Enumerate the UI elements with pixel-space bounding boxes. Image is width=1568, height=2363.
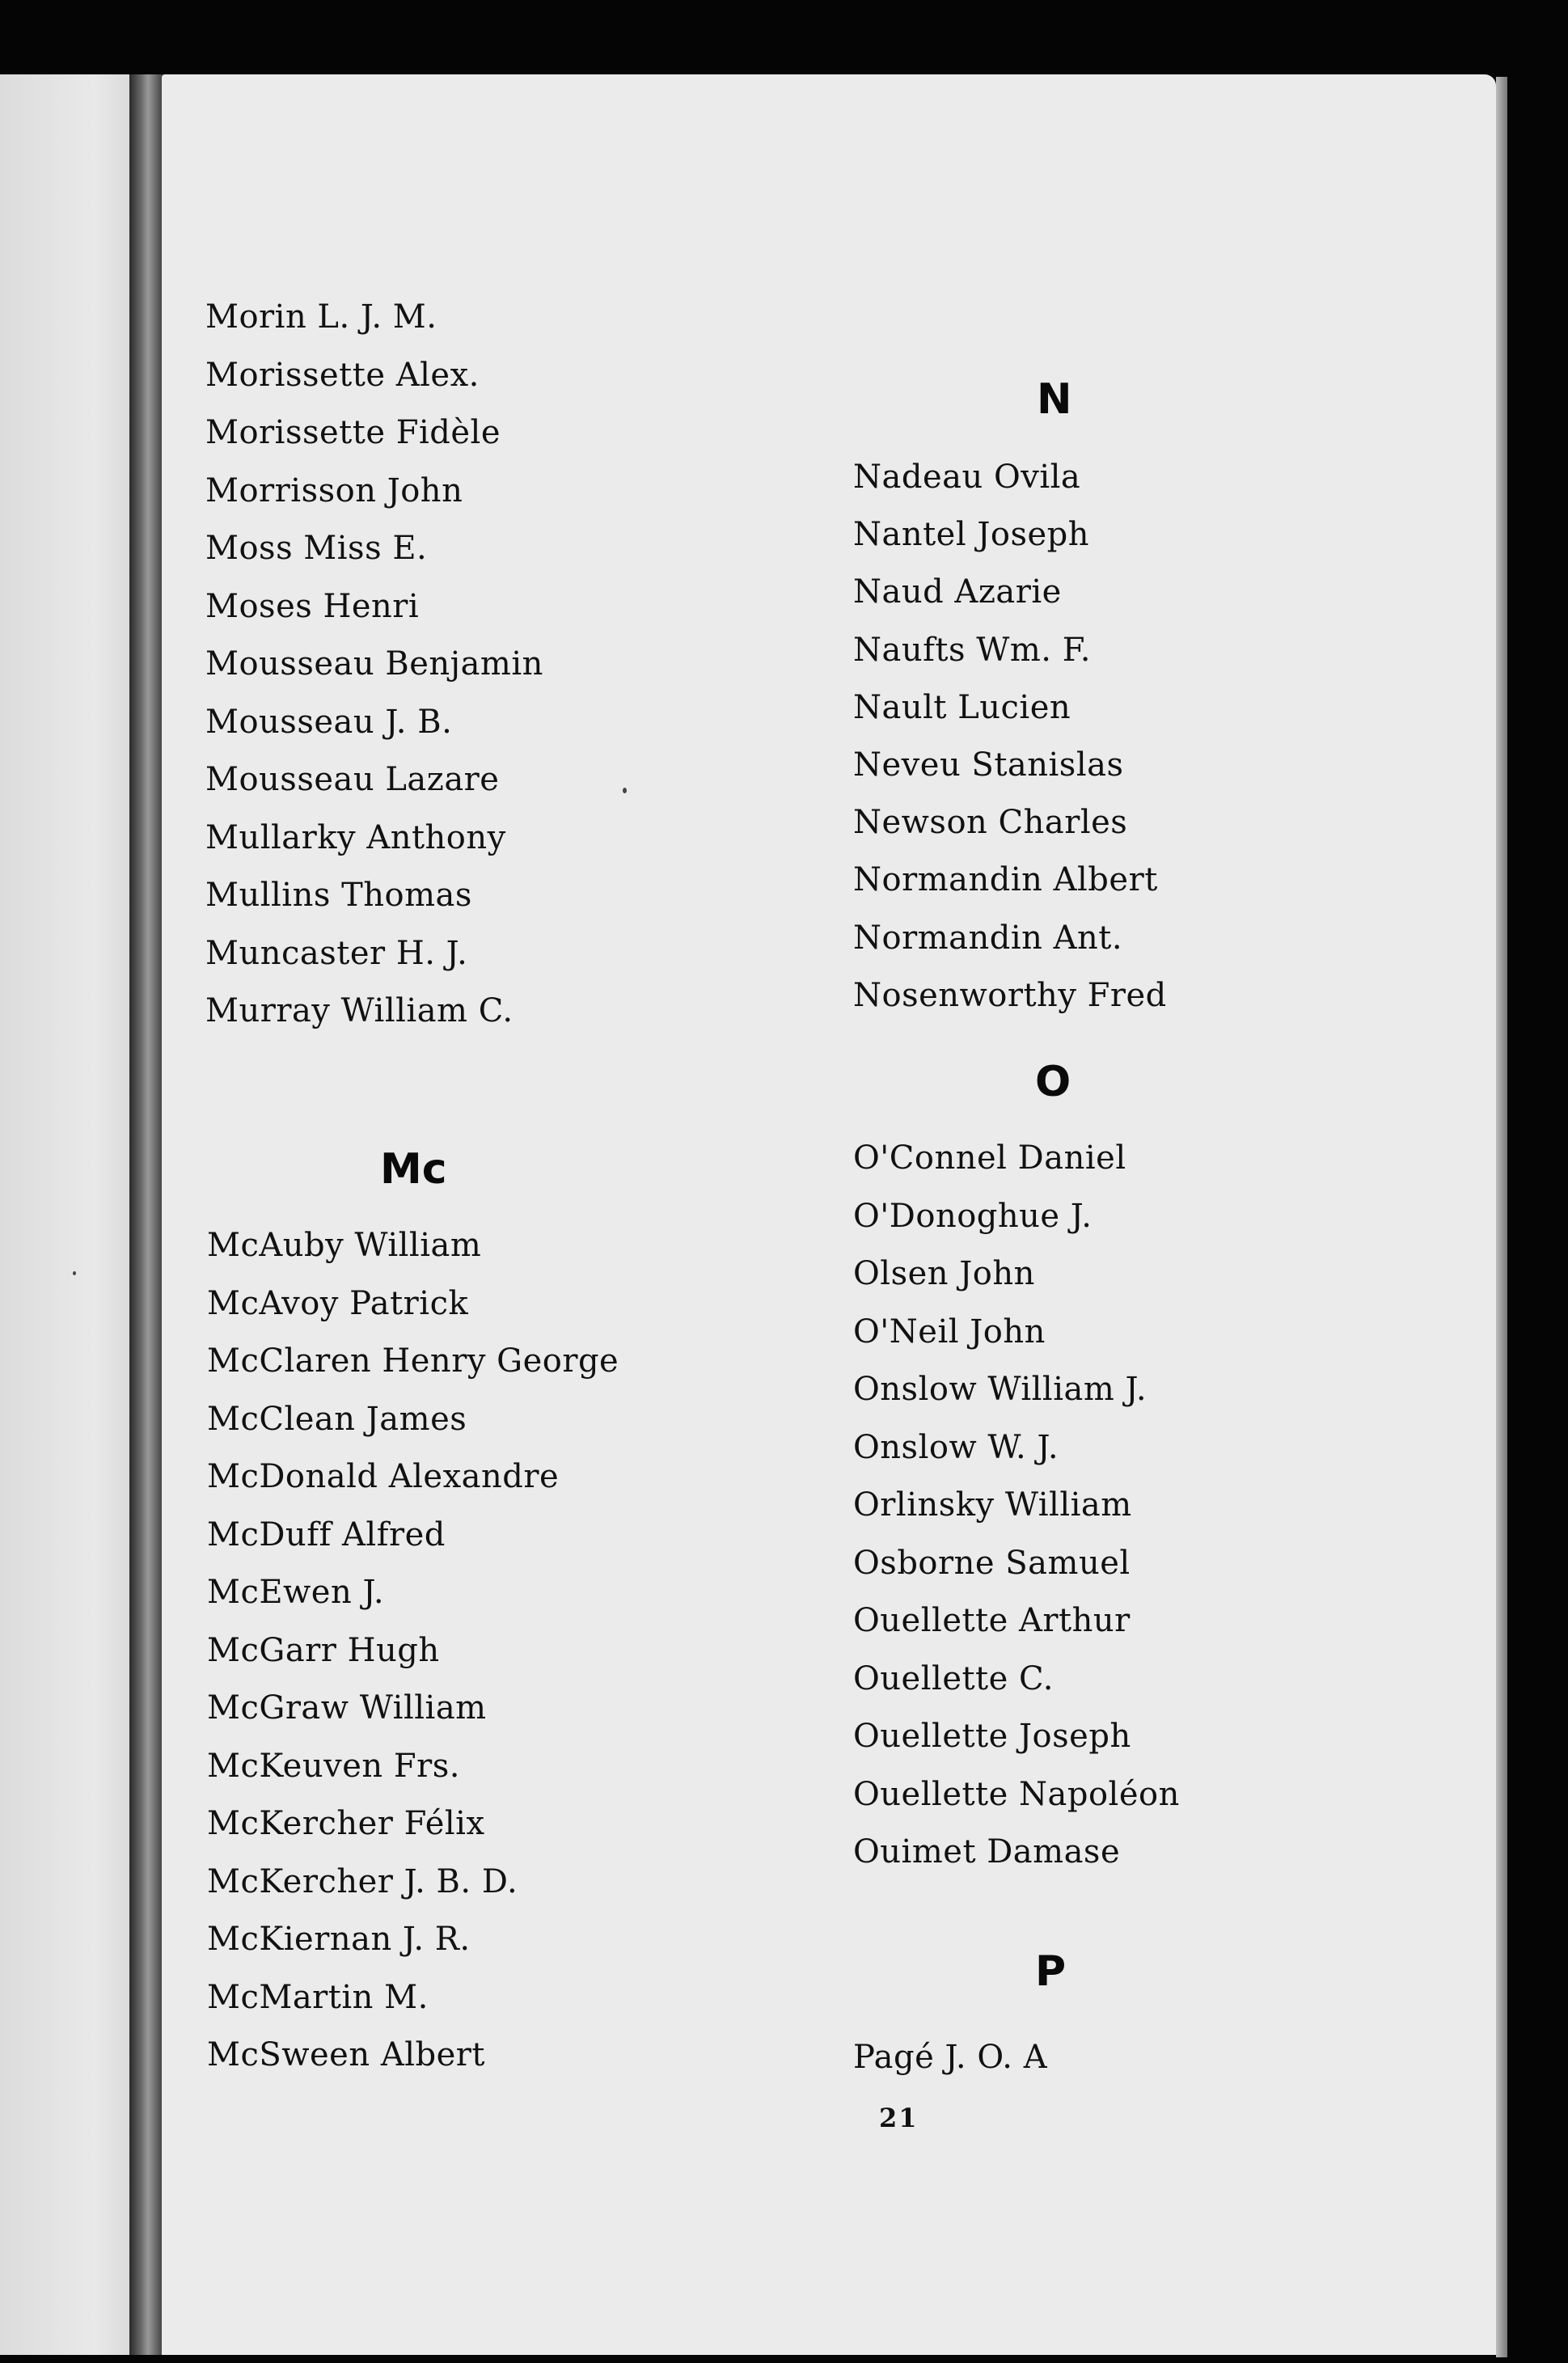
list-item-name: Naud Azarie bbox=[853, 573, 1062, 611]
section-heading-p: P bbox=[1035, 1947, 1067, 1996]
list-item-name: O'Connel Daniel bbox=[853, 1139, 1126, 1177]
page-right-edge bbox=[1496, 77, 1507, 2357]
list-item-name: Moses Henri bbox=[205, 587, 420, 625]
list-item-name: Naufts Wm. F. bbox=[853, 631, 1091, 669]
print-speck bbox=[73, 1271, 76, 1275]
list-item-name: Neveu Stanislas bbox=[853, 746, 1124, 784]
list-item-name: Morissette Fidèle bbox=[205, 414, 501, 451]
list-item-name: Nosenworthy Fred bbox=[853, 976, 1167, 1014]
list-item-name: O'Donoghue J. bbox=[853, 1197, 1093, 1235]
list-item-name: McEwen J. bbox=[207, 1574, 385, 1611]
list-item-name: Orlinsky William bbox=[853, 1486, 1132, 1524]
list-item-name: Morrisson John bbox=[205, 471, 463, 509]
list-item-name: Ouellette Napoléon bbox=[853, 1775, 1180, 1813]
list-item-name: Normandin Ant. bbox=[853, 919, 1123, 957]
list-item-name: Osborne Samuel bbox=[853, 1544, 1131, 1582]
list-item-name: Newson Charles bbox=[853, 804, 1128, 842]
section-heading-mc: Mc bbox=[380, 1145, 447, 1194]
list-item-name: McDonald Alexandre bbox=[207, 1458, 560, 1495]
list-item-name: McAuby William bbox=[207, 1227, 482, 1264]
list-item-name: Morissette Alex. bbox=[205, 356, 480, 394]
list-item-name: Olsen John bbox=[853, 1255, 1035, 1292]
list-item-name: Nadeau Ovila bbox=[853, 459, 1081, 496]
list-item-name: Muncaster H. J. bbox=[205, 934, 468, 972]
list-item-name: Ouellette C. bbox=[853, 1659, 1054, 1697]
list-item-name: O'Neil John bbox=[853, 1313, 1046, 1351]
list-item-name: McClean James bbox=[207, 1400, 467, 1438]
list-item-name: Ouellette Arthur bbox=[853, 1602, 1131, 1639]
list-item-name: Pagé J. O. A bbox=[853, 2039, 1048, 2076]
list-item-name: McMartin M. bbox=[207, 1978, 429, 2016]
list-item-name: Normandin Albert bbox=[853, 861, 1158, 899]
list-item-name: McDuff Alfred bbox=[207, 1515, 446, 1553]
page bbox=[162, 74, 1496, 2355]
book-spine bbox=[129, 74, 163, 2355]
list-item-name: Mullarky Anthony bbox=[205, 818, 506, 856]
list-item-name: Nault Lucien bbox=[853, 688, 1071, 726]
list-item-name: McGarr Hugh bbox=[207, 1631, 440, 1669]
list-item-name: Onslow William J. bbox=[853, 1371, 1147, 1408]
section-heading-o: O bbox=[1035, 1058, 1071, 1106]
list-item-name: Murray William C. bbox=[205, 992, 514, 1029]
list-item-name: McSween Albert bbox=[207, 2036, 485, 2073]
list-item-name: Moss Miss E. bbox=[205, 530, 428, 567]
list-item-name: Mousseau Benjamin bbox=[205, 645, 543, 683]
list-item-name: McKercher J. B. D. bbox=[207, 1862, 518, 1900]
list-item-name: McGraw William bbox=[207, 1689, 487, 1727]
list-item-name: McAvoy Patrick bbox=[207, 1284, 469, 1322]
print-speck bbox=[623, 788, 627, 793]
list-item-name: McKeuven Frs. bbox=[207, 1747, 460, 1785]
page-number: 21 bbox=[879, 2103, 919, 2133]
section-heading-n: N bbox=[1037, 375, 1072, 424]
list-item-name: Mousseau Lazare bbox=[205, 761, 500, 798]
list-item-name: McClaren Henry George bbox=[207, 1342, 619, 1380]
list-item-name: Mullins Thomas bbox=[205, 877, 472, 914]
list-item-name: Morin L. J. M. bbox=[205, 298, 437, 336]
list-item-name: Onslow W. J. bbox=[853, 1428, 1059, 1466]
list-item-name: Mousseau J. B. bbox=[205, 703, 453, 741]
list-item-name: Nantel Joseph bbox=[853, 516, 1090, 554]
list-item-name: Ouimet Damase bbox=[853, 1833, 1121, 1871]
list-item-name: Ouellette Joseph bbox=[853, 1718, 1131, 1755]
list-item-name: McKiernan J. R. bbox=[207, 1921, 471, 1958]
list-item-name: McKercher Félix bbox=[207, 1805, 485, 1842]
